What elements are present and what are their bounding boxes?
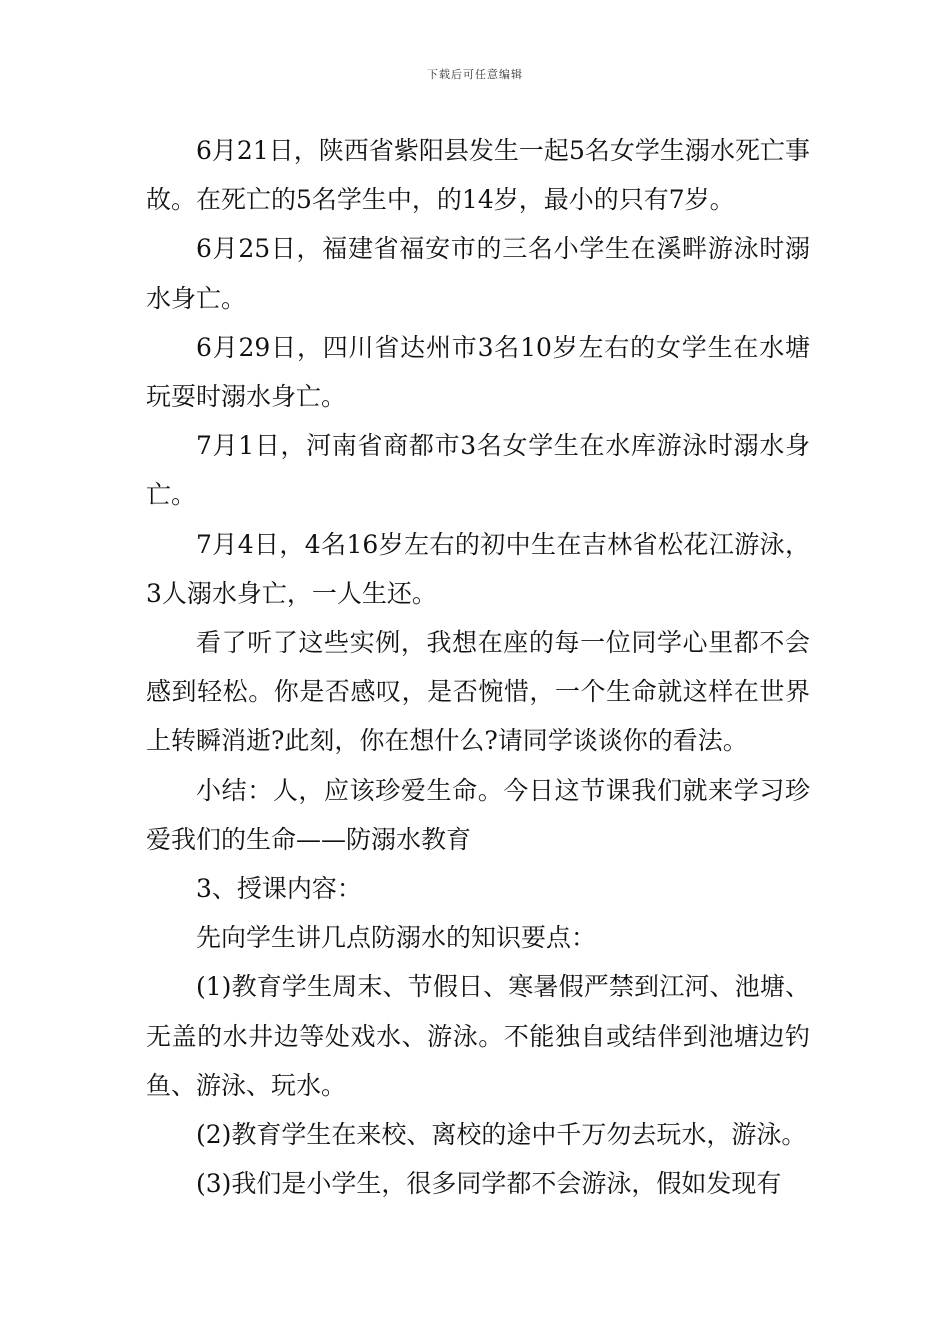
paragraph-point-1: (1)教育学生周末、节假日、寒暑假严禁到江河、池塘、无盖的水井边等处戏水、游泳。不能独自或结伴到池塘边钓鱼、游泳、玩水。 xyxy=(146,972,810,1100)
paragraph-fuan-accident: 6月25日，福建省福安市的三名小学生在溪畔游泳时溺水身亡。 xyxy=(146,234,810,313)
paragraph-ziyang-accident: 6月21日，陕西省紫阳县发生一起5名女学生溺水死亡事故。在死亡的5名学生中，的14岁，最小的只有7岁。 xyxy=(146,136,810,215)
paragraph-point-2: (2)教育学生在来校、离校的途中千万勿去玩水，游泳。 xyxy=(196,1120,807,1150)
page-header-note: 下载后可任意编辑 xyxy=(427,68,523,81)
paragraph-section-heading: 3、授课内容： xyxy=(196,874,362,904)
document-body xyxy=(146,126,810,1208)
paragraph-dazhou-accident: 6月29日，四川省达州市3名10岁左右的女学生在水塘玩耍时溺水身亡。 xyxy=(146,332,810,412)
paragraph-point-3: (3)我们是小学生，很多同学都不会游泳，假如发现有 xyxy=(196,1169,782,1199)
paragraph-key-points-intro: 先向学生讲几点防溺水的知识要点： xyxy=(196,923,597,953)
paragraph-songhua-accident: 7月4日，4名16岁左右的初中生在吉林省松花江游泳，3人溺水身亡，一人生还。 xyxy=(146,529,810,608)
paragraph-shangdu-accident: 7月1日，河南省商都市3名女学生在水库游泳时溺水身亡。 xyxy=(146,431,810,510)
paragraph-reflection: 看了听了这些实例，我想在座的每一位同学心里都不会感到轻松。你是否感叹，是否惋惜，一个生命就这样在世界上转瞬消逝?此刻，你在想什么?请同学谈谈你的看法。 xyxy=(146,628,810,756)
paragraph-summary: 小结：人，应该珍爱生命。今日这节课我们就来学习珍爱我们的生命——防溺水教育 xyxy=(146,775,810,854)
